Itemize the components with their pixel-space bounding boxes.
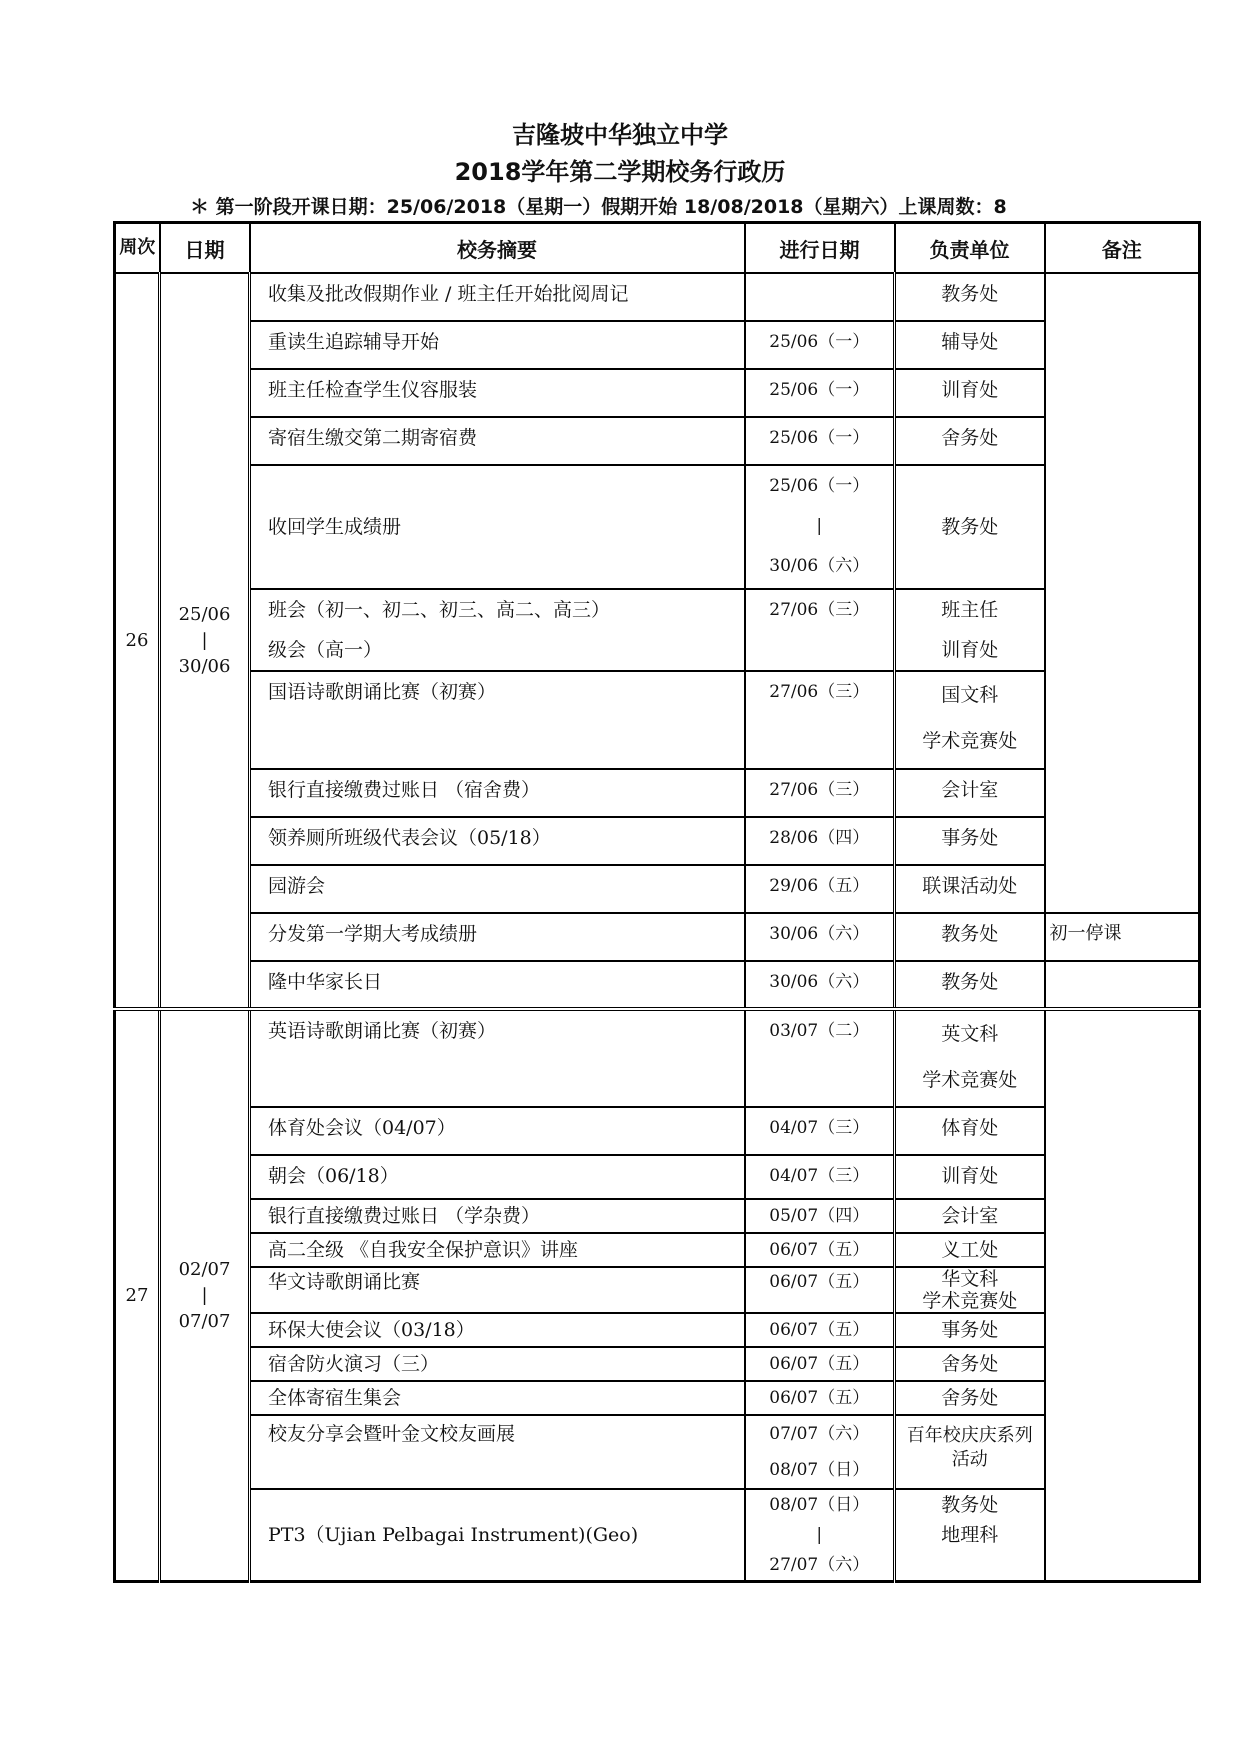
unit (895, 589, 1045, 671)
col-week: 周次 (115, 223, 160, 274)
col-date: 日期 (160, 223, 250, 274)
calendar-table (113, 221, 1201, 1583)
event-date: 06/07（五） (745, 1347, 895, 1381)
event: PT3（Ujian Pelbagai Instrument)(Geo) (250, 1489, 745, 1582)
week-range (160, 273, 250, 1009)
event: 高二全级 《自我安全保护意识》讲座 (250, 1233, 745, 1267)
range-start: 25/06 (178, 603, 231, 625)
date-line: | (816, 516, 823, 536)
event-date (745, 465, 895, 589)
event (250, 589, 745, 671)
event-date: 06/07（五） (745, 1233, 895, 1267)
event: 华文诗歌朗诵比赛 (250, 1267, 745, 1313)
event: 英语诗歌朗诵比赛（初赛） (250, 1009, 745, 1107)
table-row (115, 1155, 1200, 1199)
event: 收回学生成绩册 (250, 465, 745, 589)
table-row (115, 1199, 1200, 1233)
unit-line: 学术竞赛处 (922, 730, 1018, 752)
event: 收集及批改假期作业 / 班主任开始批阅周记 (250, 273, 745, 321)
table-row (115, 961, 1200, 1009)
unit: 舍务处 (895, 1381, 1045, 1415)
table-row (115, 1415, 1200, 1489)
unit: 义工处 (895, 1233, 1045, 1267)
table-row (115, 1009, 1200, 1107)
event-line: 级会（高一） (268, 639, 383, 661)
col-progress-date: 进行日期 (745, 223, 895, 274)
date-line: 08/07（日） (769, 1495, 870, 1515)
event: 校友分享会暨叶金文校友画展 (250, 1415, 745, 1489)
table-row (115, 1233, 1200, 1267)
event-date: 04/07（三） (745, 1155, 895, 1199)
unit (895, 671, 1045, 769)
term-info: ＊ 第一阶段开课日期：25/06/2018（星期一）假期开始 18/08/2018（星期六）上课周数：8 (190, 196, 1007, 218)
event: 寄宿生缴交第二期寄宿费 (250, 417, 745, 465)
event-date: 06/07（五） (745, 1313, 895, 1347)
table-row (115, 1107, 1200, 1155)
calendar-title: 2018学年第二学期校务行政历 (454, 158, 786, 186)
table-row (115, 589, 1200, 671)
table-row (115, 671, 1200, 769)
unit-line: 教务处 (941, 1494, 999, 1516)
unit: 训育处 (895, 1155, 1045, 1199)
unit: 会计室 (895, 769, 1045, 817)
event-date: 25/06（一） (745, 417, 895, 465)
event-date: 27/06（三） (745, 671, 895, 769)
table-row (115, 1381, 1200, 1415)
event: 全体寄宿生集会 (250, 1381, 745, 1415)
unit: 教务处 (895, 465, 1045, 589)
event: 园游会 (250, 865, 745, 913)
unit: 辅导处 (895, 321, 1045, 369)
unit: 事务处 (895, 1313, 1045, 1347)
event-date (745, 1415, 895, 1489)
table-row (115, 369, 1200, 417)
date-line: 30/06（六） (769, 556, 870, 576)
col-unit: 负责单位 (895, 223, 1045, 274)
unit-line: 学术竞赛处 (922, 1290, 1018, 1312)
event-date: 04/07（三） (745, 1107, 895, 1155)
range-sep: | (201, 629, 208, 651)
table-row (115, 1489, 1200, 1582)
unit (895, 1009, 1045, 1107)
table-row (115, 817, 1200, 865)
table-row (115, 417, 1200, 465)
event-date: 25/06（一） (745, 369, 895, 417)
event: 体育处会议（04/07） (250, 1107, 745, 1155)
unit-line: 训育处 (941, 639, 999, 661)
date-line: 25/06（一） (769, 476, 870, 496)
event-date: 25/06（一） (745, 321, 895, 369)
table-row (115, 1267, 1200, 1313)
note (1045, 961, 1200, 1009)
table-row (115, 1313, 1200, 1347)
table-row (115, 865, 1200, 913)
table-row (115, 321, 1200, 369)
event-date: 30/06（六） (745, 961, 895, 1009)
week-number: 26 (115, 273, 160, 1009)
col-summary: 校务摘要 (250, 223, 745, 274)
note (1045, 1009, 1200, 1582)
event-date: 05/07（四） (745, 1199, 895, 1233)
event-date: 03/07（二） (745, 1009, 895, 1107)
table-row (115, 465, 1200, 589)
event: 国语诗歌朗诵比赛（初赛） (250, 671, 745, 769)
date-line: | (816, 1525, 823, 1545)
table-row (115, 769, 1200, 817)
date-line: 08/07（日） (769, 1460, 870, 1480)
col-remark: 备注 (1045, 223, 1200, 274)
date-line: 27/07（六） (769, 1555, 870, 1575)
event-date: 28/06（四） (745, 817, 895, 865)
school-name: 吉隆坡中华独立中学 (512, 121, 728, 149)
unit-line: 地理科 (941, 1524, 999, 1546)
event: 银行直接缴费过账日 （学杂费） (250, 1199, 745, 1233)
event: 环保大使会议（03/18） (250, 1313, 745, 1347)
event-date: 29/06（五） (745, 865, 895, 913)
table-row (115, 273, 1200, 321)
unit: 体育处 (895, 1107, 1045, 1155)
event-date: 27/06（三） (745, 769, 895, 817)
unit: 会计室 (895, 1199, 1045, 1233)
unit-line: 班主任 (941, 599, 999, 621)
unit (895, 1267, 1045, 1313)
event-date (745, 273, 895, 321)
unit-line: 活动 (951, 1449, 988, 1470)
event-date: 06/07（五） (745, 1267, 895, 1313)
header-row (115, 223, 1200, 274)
unit: 教务处 (895, 961, 1045, 1009)
event: 朝会（06/18） (250, 1155, 745, 1199)
unit: 联课活动处 (895, 865, 1045, 913)
event: 分发第一学期大考成绩册 (250, 913, 745, 961)
range-start: 02/07 (178, 1258, 231, 1280)
unit: 训育处 (895, 369, 1045, 417)
unit (895, 1489, 1045, 1582)
week-range (160, 1009, 250, 1582)
unit (895, 1415, 1045, 1489)
event: 重读生追踪辅导开始 (250, 321, 745, 369)
event: 宿舍防火演习（三） (250, 1347, 745, 1381)
range-sep: | (201, 1284, 208, 1306)
unit: 教务处 (895, 273, 1045, 321)
range-end: 07/07 (178, 1310, 231, 1332)
event: 银行直接缴费过账日 （宿舍费） (250, 769, 745, 817)
event-date (745, 1489, 895, 1582)
range-end: 30/06 (178, 655, 231, 677)
unit: 教务处 (895, 913, 1045, 961)
unit-line: 华文科 (941, 1268, 999, 1290)
note: 初一停课 (1045, 913, 1200, 961)
event: 领养厕所班级代表会议（05/18） (250, 817, 745, 865)
event: 班主任检查学生仪容服装 (250, 369, 745, 417)
week-number: 27 (115, 1009, 160, 1582)
unit: 舍务处 (895, 417, 1045, 465)
table-row (115, 913, 1200, 961)
unit: 舍务处 (895, 1347, 1045, 1381)
unit-line: 国文科 (941, 684, 999, 706)
unit-line: 百年校庆庆系列 (906, 1425, 1033, 1446)
event-date: 27/06（三） (745, 589, 895, 671)
table-row (115, 1347, 1200, 1381)
unit-line: 学术竞赛处 (922, 1069, 1018, 1091)
event-date: 30/06（六） (745, 913, 895, 961)
event-date: 06/07（五） (745, 1381, 895, 1415)
event: 隆中华家长日 (250, 961, 745, 1009)
note (1045, 273, 1200, 913)
unit-line: 英文科 (941, 1023, 999, 1045)
date-line: 07/07（六） (769, 1424, 870, 1444)
unit: 事务处 (895, 817, 1045, 865)
event-line: 班会（初一、初二、初三、高二、高三） (268, 599, 611, 621)
